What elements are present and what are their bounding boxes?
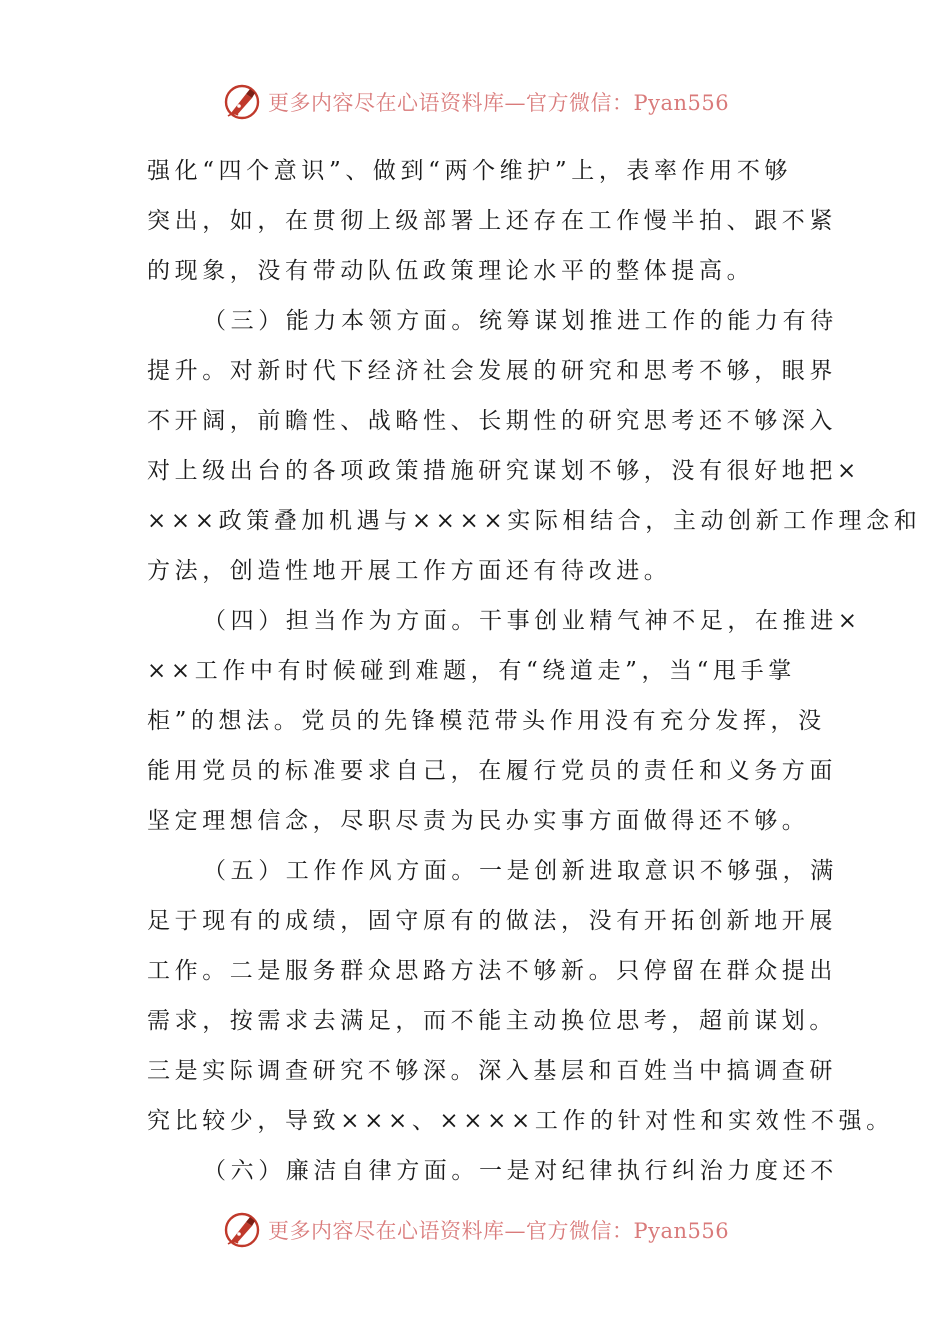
body-text-line: 提升。对新时代下经济社会发展的研究和思考不够，眼界 — [147, 358, 837, 384]
body-text-line: 柜”的想法。党员的先锋模范带头作用没有充分发挥，没 — [147, 708, 826, 734]
header-watermark — [222, 80, 729, 124]
body-text-line: 三是实际调查研究不够深。深入基层和百姓当中搞调查研 — [147, 1058, 837, 1084]
watermark-text: 更多内容尽在心语资料库—官方微信：Pyan556 — [268, 91, 730, 115]
body-text-line: 强化“四个意识”、做到“两个维护”上，表率作用不够 — [147, 158, 793, 184]
body-text-line: ×××政策叠加机遇与××××实际相结合，主动创新工作理念和 — [147, 508, 922, 534]
body-text-line: 足于现有的成绩，固守原有的做法，没有开拓创新地开展 — [147, 908, 837, 934]
body-text-line: （六）廉洁自律方面。一是对纪律执行纠治力度还不 — [203, 1158, 838, 1184]
watermark-text: 更多内容尽在心语资料库—官方微信：Pyan556 — [268, 1219, 730, 1243]
body-text-line: 坚定理想信念，尽职尽责为民办实事方面做得还不够。 — [147, 808, 810, 834]
body-text-line: 突出，如，在贯彻上级部署上还存在工作慢半拍、跟不紧 — [147, 208, 837, 234]
body-text-line: 的现象，没有带动队伍政策理论水平的整体提高。 — [147, 258, 755, 284]
body-text-line: 需求，按需求去满足，而不能主动换位思考，超前谋划。 — [147, 1008, 837, 1034]
pen-nib-logo-icon — [222, 1210, 262, 1250]
body-text-line: （五）工作作风方面。一是创新进取意识不够强，满 — [203, 858, 838, 884]
body-text-line: ××工作中有时候碰到难题，有“绕道走”，当“甩手掌 — [147, 658, 796, 684]
pen-nib-logo-icon — [222, 82, 262, 122]
body-text-line: 对上级出台的各项政策措施研究谋划不够，没有很好地把× — [147, 458, 861, 484]
body-text-line: 不开阔，前瞻性、战略性、长期性的研究思考还不够深入 — [147, 408, 837, 434]
body-text-line: 工作。二是服务群众思路方法不够新。只停留在群众提出 — [147, 958, 837, 984]
body-text-line: 方法，创造性地开展工作方面还有待改进。 — [147, 558, 672, 584]
body-text-line: （三）能力本领方面。统筹谋划推进工作的能力有待 — [203, 308, 838, 334]
body-text-line: （四）担当作为方面。干事创业精气神不足，在推进× — [203, 608, 862, 634]
footer-watermark — [222, 1208, 729, 1252]
document-body — [147, 146, 922, 1196]
body-text-line: 能用党员的标准要求自己，在履行党员的责任和义务方面 — [147, 758, 837, 784]
body-text-line: 究比较少，导致×××、××××工作的针对性和实效性不强。 — [147, 1108, 894, 1134]
